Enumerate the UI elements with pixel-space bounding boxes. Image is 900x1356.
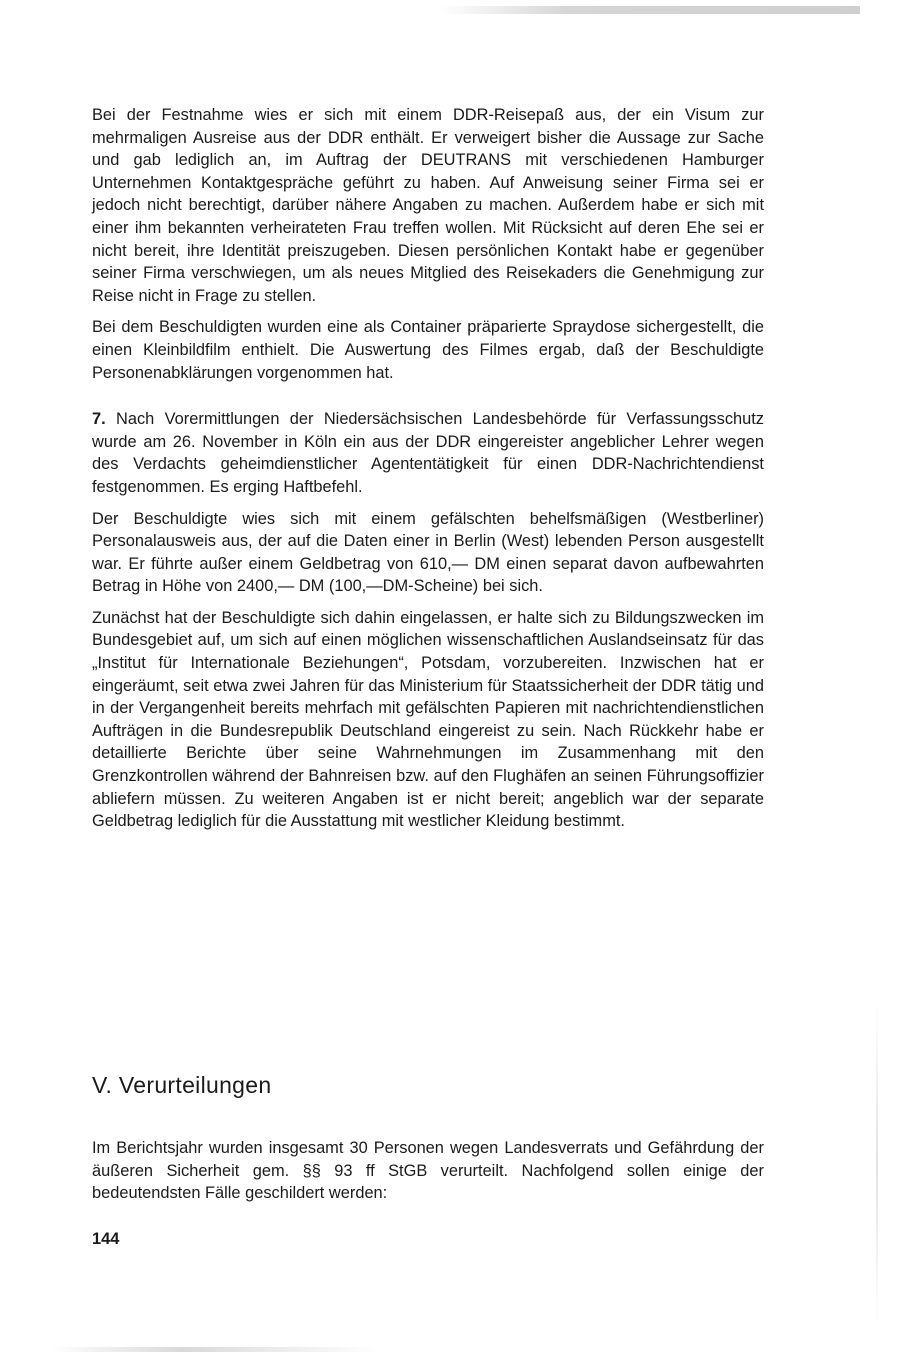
paragraph-item-7 — [92, 408, 764, 498]
paragraph-spray-container: Bei dem Beschuldigten wurden eine als Container präparierte Spraydose sichergestellt, die einen Kleinbildfilm enthielt. Die Auswertung des Filmes ergab, daß der Beschuldigte Personenabklärungen vorgenommen hat. — [92, 318, 764, 382]
item-text: Nach Vorermittlungen der Niedersächsischen Landesbehörde für Verfassungsschutz wurde am 26. November in Köln ein aus der DDR eingereister angeblicher Lehrer wegen des Verdachts geheimdienstlicher Agententätigkeit für einen DDR-Nachrichtendienst festgenommen. Es erging Haftbefehl. — [92, 410, 764, 496]
page-number: 144 — [92, 1230, 120, 1248]
item-number: 7. — [92, 410, 106, 429]
paragraph-statement: Zunächst hat der Beschuldigte sich dahin eingelassen, er halte sich zu Bildungszwecken im Bundesgebiet auf, um sich auf einen möglichen wissenschaftlichen Auslandseinsatz für das „Institut für Internationale Beziehungen“, Potsdam, vorzubereiten. Inzwischen hat er eingeräumt, seit etwa zwei Jahren für das Ministerium für Staatssicherheit der DDR tätig und in der Vergangenheit bereits mehrfach mit gefälschten Papieren mit nachrichtendienstlichen Aufträgen in die Bundesrepublik Deutschland eingereist zu sein. Nach Rückkehr habe er detaillierte Berichte über seine Wahrnehmungen im Zusammenhang mit den Grenzkontrollen während der Bahnreisen bzw. auf den Flughäfen an seinen Führungsoffizier abliefern müssen. Zu weiteren Angaben ist er nicht bereit; angeblich war der separate Geldbetrag lediglich für die Ausstattung mit westlicher Kleidung bestimmt. — [92, 608, 764, 831]
body-text — [92, 104, 764, 833]
scan-edge-right — [876, 1000, 878, 1330]
scan-edge-top — [440, 6, 860, 14]
paragraph-arrest: Bei der Festnahme wies er sich mit einem DDR-Reisepaß aus, der ein Visum zur mehrmaligen Ausreise aus der DDR enthält. Er verweigert bisher die Aussage zur Sache und gab lediglich an, im Auftrag der DEUTRANS mit verschiedenen Hamburger Unternehmen Kontaktgespräche geführt zu haben. Auf Anweisung seiner Firma sei er jedoch nicht berechtigt, darüber nähere Angaben zu machen. Außerdem habe er sich mit einer ihm bekannten verheirateten Frau treffen wollen. Mit Rücksicht auf deren Ehe sei er nicht bereit, ihre Identität preiszugeben. Diesen persönlichen Kontakt habe er gegenüber seiner Firma verschwiegen, um als neues Mitglied des Reisekaders die Genehmigung zur Reise nicht in Frage zu stellen. — [92, 106, 764, 305]
paragraph-forged-id: Der Beschuldigte wies sich mit einem gefälschten behelfsmäßigen (Westberliner) Personalausweis aus, der auf die Daten einer in Berlin (West) lebenden Person ausgestellt war. Er führte außer einem Geldbetrag von 610,— DM einen separat davon aufbewahrten Betrag in Höhe von 2400,— DM (100,—DM-Scheine) bei sich. — [92, 509, 764, 596]
scan-edge-bottom — [50, 1347, 380, 1352]
section-body — [92, 1137, 764, 1205]
paragraph-convictions: Im Berichtsjahr wurden insgesamt 30 Personen wegen Landesverrats und Gefährdung der äußeren Sicherheit gem. §§ 93 ff StGB verurteilt. Nachfolgend sollen einige der bedeutendsten Fälle geschildert werden: — [92, 1139, 764, 1203]
section-heading: V. Verurteilungen — [92, 1072, 272, 1098]
